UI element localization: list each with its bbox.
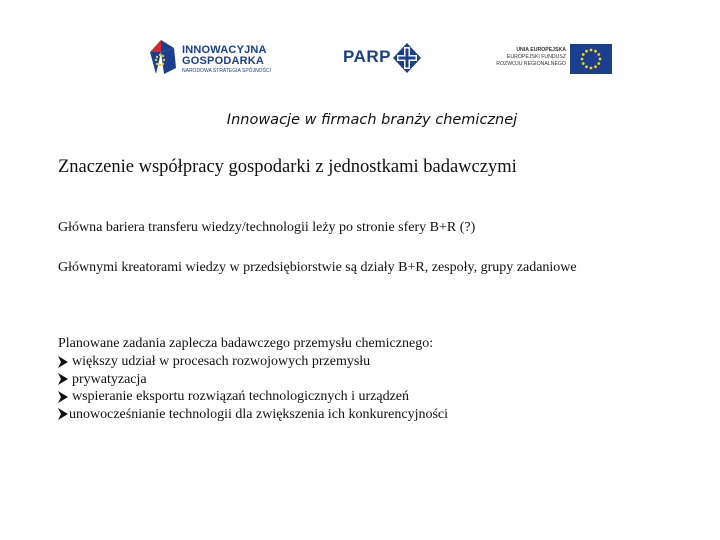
slide-title: Innowacje w firmach branży chemicznej xyxy=(226,112,518,128)
arrow-bullet-icon xyxy=(58,391,68,403)
paragraph-barrier: Główna bariera transferu wiedzy/technologii leży po stronie sfery B+R (?) xyxy=(58,220,476,235)
slide-subtitle: Znaczenie współpracy gospodarki z jednostkami badawczymi xyxy=(58,157,517,177)
eu-logo-line1: UNIA EUROPEJSKA xyxy=(516,47,566,53)
logo-text-line3: NARODOWA STRATEGIA SPÓJNOŚCI xyxy=(182,68,271,74)
parp-logo xyxy=(343,43,423,75)
parp-logo-text: PARP xyxy=(343,47,391,66)
list-item xyxy=(58,353,448,371)
eu-logo-text xyxy=(496,47,566,68)
parp-emblem-icon xyxy=(393,43,421,73)
logo-text-line2: GOSPODARKA xyxy=(182,55,265,67)
plan-list xyxy=(58,353,448,423)
logo-text-line1: INNOWACYJNA xyxy=(182,44,267,56)
list-item xyxy=(58,406,448,424)
paragraph-creators: Głównymi kreatorami wiedzy w przedsiębiorstwie są działy B+R, zespoły, grupy zadaniowe xyxy=(58,260,577,275)
plan-heading: Planowane zadania zaplecza badawczego przemysłu chemicznego: xyxy=(58,336,434,351)
list-item xyxy=(58,388,448,406)
list-item-text: prywatyzacja xyxy=(72,371,147,387)
innowacyjna-gospodarka-logo xyxy=(148,38,278,78)
list-item-text: wspieranie eksportu rozwiązań technologicznych i urządzeń xyxy=(72,389,410,404)
list-item-text: unowocześnianie technologii dla zwiększenia ich konkurencyjności xyxy=(69,406,449,422)
eu-logo xyxy=(496,44,612,76)
arrow-bullet-icon xyxy=(58,356,68,368)
list-item xyxy=(58,371,448,389)
arrow-bullet-icon xyxy=(58,408,68,420)
list-item-text: większy udział w procesach rozwojowych przemysłu xyxy=(72,354,371,369)
eu-flag-icon xyxy=(570,44,612,74)
eu-logo-line2: EUROPEJSKI FUNDUSZ xyxy=(506,54,566,60)
arrow-bullet-icon xyxy=(58,373,68,385)
eu-logo-line3: ROZWOJU REGIONALNEGO xyxy=(496,61,566,67)
innowacyjna-gospodarka-emblem-icon xyxy=(148,38,178,78)
